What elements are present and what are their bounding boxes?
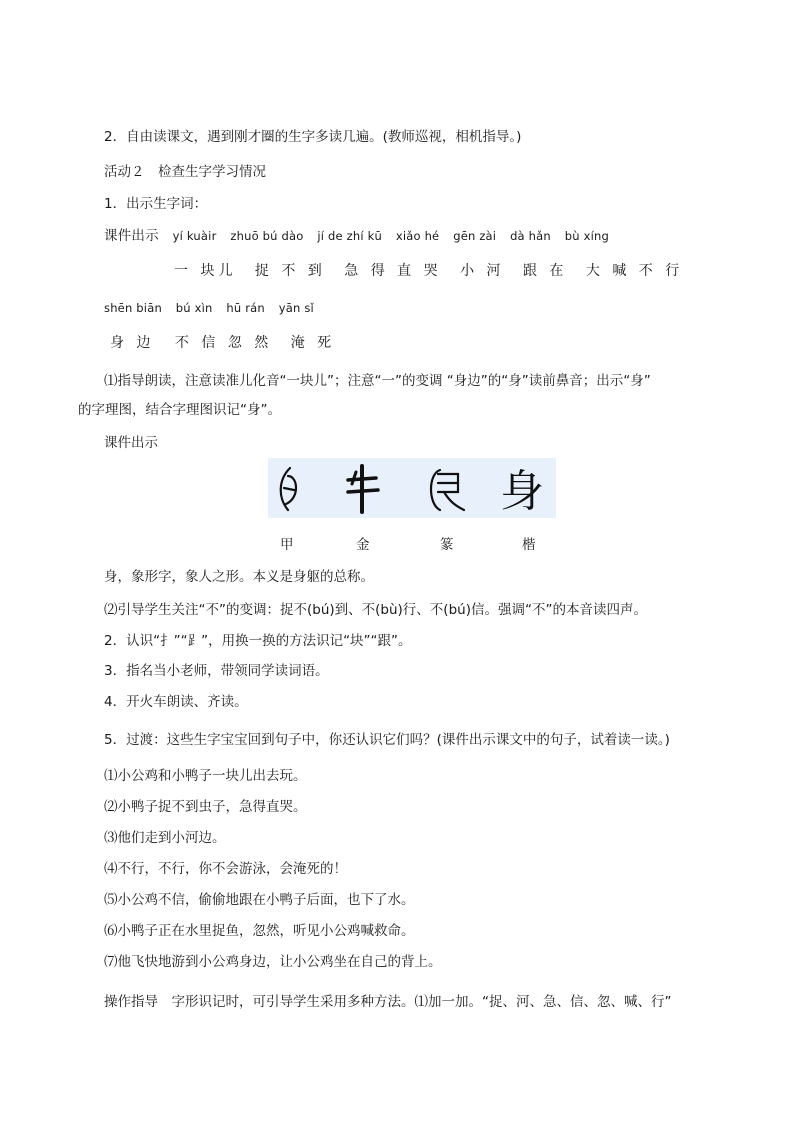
- tone-change-guidance: ⑵引导学生关注“不”的变调：捉不(bú)到、不(bù)行、不(bú)信。强调“不”的本音读四声。: [104, 602, 647, 618]
- character-evolution-image: [268, 458, 556, 518]
- hanzi-word: 不 信: [174, 335, 220, 351]
- radical-recognition: 2．认识“扌”“⻊”，用换一换的方法识记“块”“跟”。: [104, 633, 412, 649]
- activity-heading: 活动２ 检查生字学习情况: [104, 164, 266, 180]
- sentence-3: ⑶他们走到小河边。: [104, 830, 226, 846]
- pinyin-word: xiǎo hé: [395, 229, 440, 243]
- pinyin-word: bù xíng: [564, 229, 609, 243]
- pinyin-word: gēn zài: [453, 229, 497, 243]
- pinyin-word: bú xìn: [175, 301, 213, 315]
- caption-oracle: 甲: [280, 537, 294, 553]
- step-show-words: 1．出示生字词：: [104, 196, 208, 212]
- hanzi-word: 一 块儿: [174, 263, 237, 279]
- character-explanation: 身，象形字，象人之形。本义是身躯的总称。: [104, 569, 374, 585]
- hanzi-word: 跟 在: [522, 263, 568, 279]
- pinyin-word: yān sǐ: [278, 301, 314, 315]
- pinyin-word: hū rán: [226, 301, 265, 315]
- reading-guidance-1-cont: 的字理图，结合字理图识记“身”。: [78, 402, 281, 418]
- hanzi-word: 忽 然: [227, 335, 273, 351]
- hanzi-row-2: [110, 334, 335, 352]
- operation-guidance: 操作指导 字形识记时，可引导学生采用多种方法。⑴加一加。“捉、河、急、信、忽、喊、行”: [104, 994, 672, 1010]
- hanzi-word: 身 边: [110, 335, 155, 351]
- pinyin-row-1: [104, 227, 609, 245]
- courseware-label-2: 课件出示: [104, 435, 158, 451]
- sentence-7: ⑺他飞快地游到小公鸡身边，让小公鸡坐在自己的背上。: [104, 954, 442, 970]
- pinyin-row-2: [104, 299, 314, 317]
- sentence-4: ⑷不行，不行，你不会游泳，会淹死的！: [104, 861, 347, 877]
- hanzi-word: 大 喊 不 行: [585, 263, 684, 279]
- hanzi-word: 捉 不 到: [254, 263, 326, 279]
- transition-step: 5．过渡：这些生字宝宝回到句子中，你还认识它们吗？(课件出示课文中的句子，试着读一读。): [104, 732, 670, 748]
- hanzi-word: 淹 死: [290, 335, 336, 351]
- pinyin-word: shēn biān: [104, 301, 162, 315]
- caption-regular: 楷: [522, 537, 536, 553]
- sentence-2: ⑵小鸭子捉不到虫子，急得直哭。: [104, 799, 307, 815]
- pinyin-word: yí kuàir: [172, 229, 217, 243]
- pinyin-word: jí de zhí kū: [317, 229, 382, 243]
- reading-guidance-1: ⑴指导朗读，注意读准儿化音“一块儿”；注意“一”的变调 “身边”的“身”读前鼻音；出示“身”: [104, 373, 651, 389]
- courseware-label: 课件出示: [104, 228, 159, 244]
- train-reading: 4．开火车朗读、齐读。: [104, 694, 248, 710]
- sentence-6: ⑹小鸭子正在水里捉鱼，忽然，听见小公鸡喊救命。: [104, 923, 415, 939]
- little-teacher: 3．指名当小老师，带领同学读词语。: [104, 663, 329, 679]
- hanzi-word: 急 得 直 哭: [344, 263, 442, 279]
- sentence-1: ⑴小公鸡和小鸭子一块儿出去玩。: [104, 768, 307, 784]
- hanzi-row-1: [174, 262, 683, 280]
- caption-bronze: 金: [356, 537, 370, 553]
- kai-character: 身: [500, 466, 544, 517]
- caption-seal: 篆: [440, 537, 454, 553]
- instruction-line-2: 2．自由读课文，遇到刚才圈的生字多读几遍。(教师巡视，相机指导。): [104, 129, 522, 145]
- hanzi-word: 小 河: [460, 263, 505, 279]
- pinyin-word: dà hǎn: [510, 229, 551, 243]
- sentence-5: ⑸小公鸡不信，偷偷地跟在小鸭子后面，也下了水。: [104, 892, 415, 908]
- pinyin-word: zhuō bú dào: [230, 229, 304, 243]
